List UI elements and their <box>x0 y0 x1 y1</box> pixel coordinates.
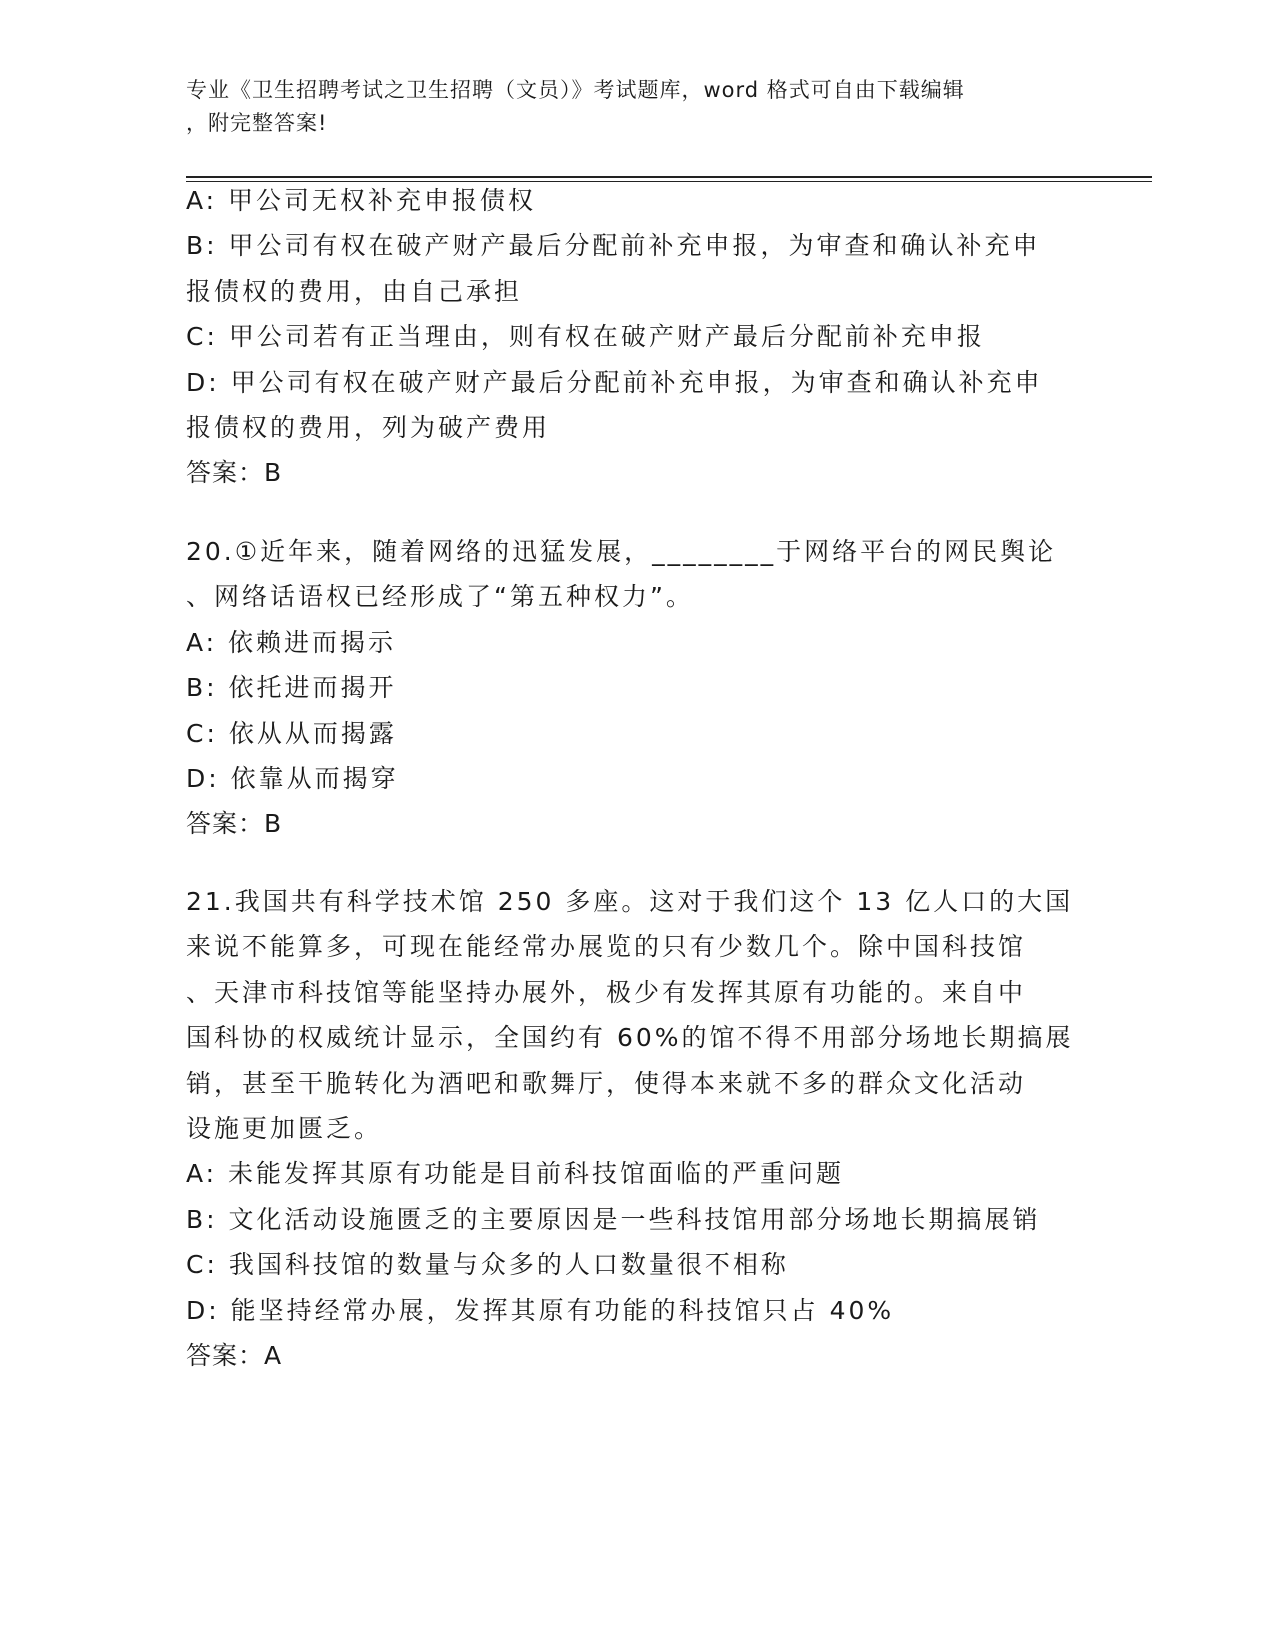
q21-option-d: D: 能坚持经常办展，发挥其原有功能的科技馆只占 40% <box>186 1295 895 1325</box>
q19-answer-label: 答案： <box>186 458 265 488</box>
document-header <box>186 74 1066 140</box>
header-line-2: ，附完整答案! <box>186 111 328 135</box>
q19-option-b-line-1: B: 甲公司有权在破产财产最后分配前补充申报，为审查和确认补充申 <box>186 231 1041 261</box>
q21-stem-line-5: 销，甚至干脆转化为酒吧和歌舞厅，使得本来就不多的群众文化活动 <box>186 1068 1027 1098</box>
q21-option-b: B: 文化活动设施匮乏的主要原因是一些科技馆用部分场地长期搞展销 <box>186 1204 1041 1234</box>
q21-option-a: A: 未能发挥其原有功能是目前科技馆面临的严重问题 <box>186 1159 845 1189</box>
q19-option-c: C: 甲公司若有正当理由，则有权在破产财产最后分配前补充申报 <box>186 322 985 352</box>
q19-answer <box>186 450 1086 495</box>
q20-stem-line-2: 、网络话语权已经形成了“第五种权力”。 <box>186 582 694 612</box>
q21-stem-line-3: 、天津市科技馆等能坚持办展外，极少有发挥其原有功能的。来自中 <box>186 977 1027 1007</box>
q20-option-a: A: 依赖进而揭示 <box>186 627 397 657</box>
q21-stem-line-6: 设施更加匮乏。 <box>186 1113 383 1143</box>
q20-option-b: B: 依托进而揭开 <box>186 673 397 703</box>
q21-answer-label: 答案： <box>186 1340 265 1370</box>
question-20 <box>186 529 1086 847</box>
q20-answer-value: B <box>264 809 282 839</box>
header-line-1: 专业《卫生招聘考试之卫生招聘（文员）》考试题库，word 格式可自由下载编辑 <box>186 78 965 102</box>
question-19 <box>186 178 1086 496</box>
q21-option-c: C: 我国科技馆的数量与众多的人口数量很不相称 <box>186 1250 789 1280</box>
q20-answer <box>186 801 1086 846</box>
q19-option-a: A: 甲公司无权补充申报债权 <box>186 186 537 215</box>
q21-stem-line-4: 国科协的权威统计显示，全国约有 60%的馆不得不用部分场地长期搞展 <box>186 1023 1074 1053</box>
q21-answer-value: A <box>264 1340 282 1370</box>
question-21 <box>186 879 1086 1378</box>
q19-answer-value: B <box>264 458 282 488</box>
q21-stem-line-2: 来说不能算多，可现在能经常办展览的只有少数几个。除中国科技馆 <box>186 932 1027 962</box>
q20-option-d: D: 依靠从而揭穿 <box>186 763 399 793</box>
q21-stem-line-1: 21.我国共有科学技术馆 250 多座。这对于我们这个 13 亿人口的大国 <box>186 887 1074 916</box>
q20-answer-label: 答案： <box>186 809 265 839</box>
q19-option-d-line-2: 报债权的费用，列为破产费用 <box>186 412 551 442</box>
q20-option-c: C: 依从从而揭露 <box>186 718 397 748</box>
q20-stem-line-1: 20.①近年来，随着网络的迅猛发展，________于网络平台的网民舆论 <box>186 537 1057 566</box>
q21-answer <box>186 1333 1086 1378</box>
q19-option-b-line-2: 报债权的费用，由自己承担 <box>186 276 523 306</box>
q19-option-d-line-1: D: 甲公司有权在破产财产最后分配前补充申报，为审查和确认补充申 <box>186 367 1043 397</box>
